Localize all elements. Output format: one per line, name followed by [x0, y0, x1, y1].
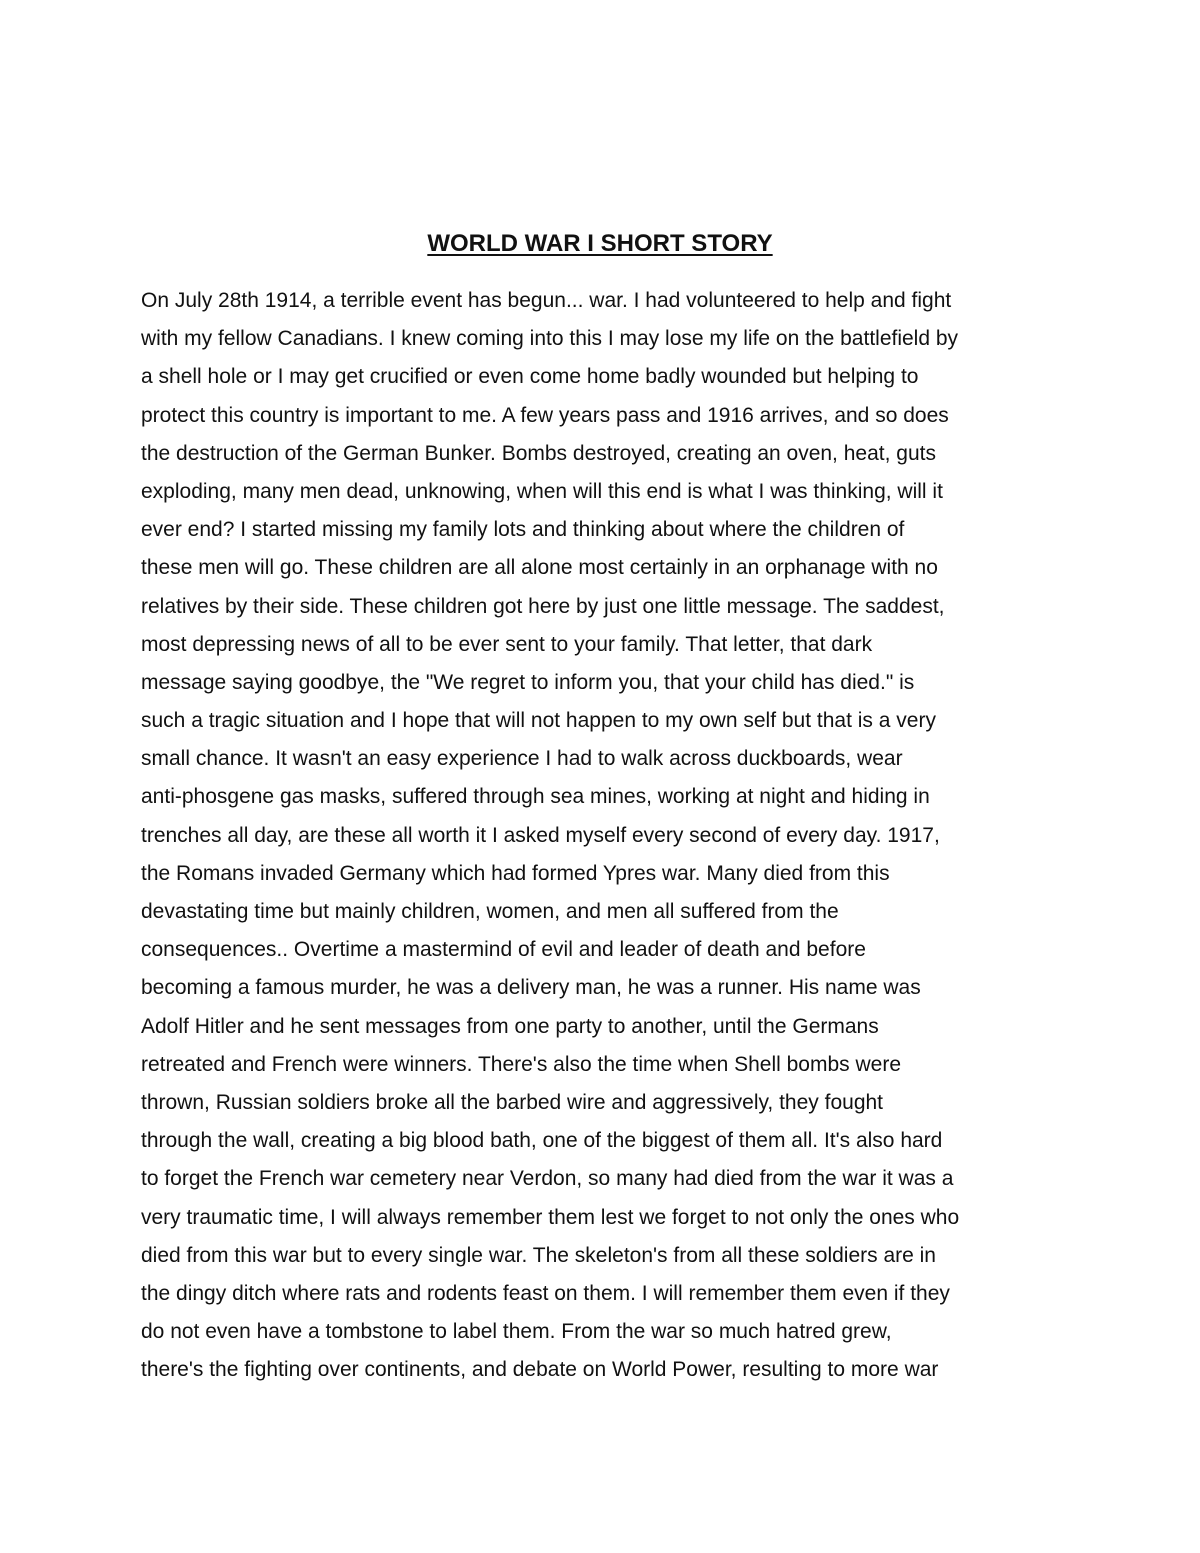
- text-line: such a tragic situation and I hope that will not happen to my own self but that is a very: [141, 709, 936, 733]
- text-line: to forget the French war cemetery near Verdon, so many had died from the war it was a: [141, 1167, 954, 1191]
- text-line: protect this country is important to me. A few years pass and 1916 arrives, and so does: [141, 403, 949, 427]
- text-line: anti-phosgene gas masks, suffered through sea mines, working at night and hiding in: [141, 785, 930, 809]
- text-line: becoming a famous murder, he was a delivery man, he was a runner. His name was: [141, 976, 921, 1000]
- text-line: exploding, many men dead, unknowing, when will this end is what I was thinking, will it: [141, 479, 943, 503]
- text-line: ever end? I started missing my family lots and thinking about where the children of: [141, 518, 905, 542]
- text-line: a shell hole or I may get crucified or even come home badly wounded but helping to: [141, 365, 919, 389]
- text-line: most depressing news of all to be ever sent to your family. That letter, that dark: [141, 632, 873, 656]
- text-line: very traumatic time, I will always remember them lest we forget to not only the ones who: [141, 1205, 960, 1229]
- document-body: [141, 282, 1081, 1389]
- text-line: trenches all day, are these all worth it I asked myself every second of every day. 1917,: [141, 823, 940, 847]
- text-line: thrown, Russian soldiers broke all the barbed wire and aggressively, they fought: [141, 1090, 884, 1114]
- document-title: WORLD WAR I SHORT STORY: [427, 230, 773, 257]
- text-line: retreated and French were winners. There's also the time when Shell bombs were: [141, 1052, 901, 1076]
- text-line: consequences.. Overtime a mastermind of evil and leader of death and before: [141, 938, 866, 962]
- text-line: Adolf Hitler and he sent messages from one party to another, until the Germans: [141, 1014, 879, 1038]
- text-line: with my fellow Canadians. I knew coming into this I may lose my life on the battlefield by: [141, 327, 959, 351]
- text-line: the dingy ditch where rats and rodents feast on them. I will remember them even if they: [141, 1281, 950, 1305]
- text-line: there's the fighting over continents, and debate on World Power, resulting to more war: [141, 1358, 939, 1382]
- text-line: through the wall, creating a big blood bath, one of the biggest of them all. It's also hard: [141, 1129, 943, 1153]
- text-line: message saying goodbye, the "We regret to inform you, that your child has died." is: [141, 670, 915, 694]
- text-line: the destruction of the German Bunker. Bombs destroyed, creating an oven, heat, guts: [141, 441, 936, 465]
- text-line: relatives by their side. These children got here by just one little message. The saddest,: [141, 594, 945, 618]
- text-line: these men will go. These children are all alone most certainly in an orphanage with no: [141, 556, 938, 580]
- text-line: small chance. It wasn't an easy experience I had to walk across duckboards, wear: [141, 747, 903, 771]
- text-line: died from this war but to every single war. The skeleton's from all these soldiers are in: [141, 1243, 936, 1267]
- text-line: devastating time but mainly children, women, and men all suffered from the: [141, 900, 839, 923]
- text-line: the Romans invaded Germany which had formed Ypres war. Many died from this: [141, 861, 890, 885]
- text-line: On July 28th 1914, a terrible event has begun... war. I had volunteered to help and fight: [141, 289, 952, 312]
- text-line: do not even have a tombstone to label them. From the war so much hatred grew,: [141, 1320, 892, 1344]
